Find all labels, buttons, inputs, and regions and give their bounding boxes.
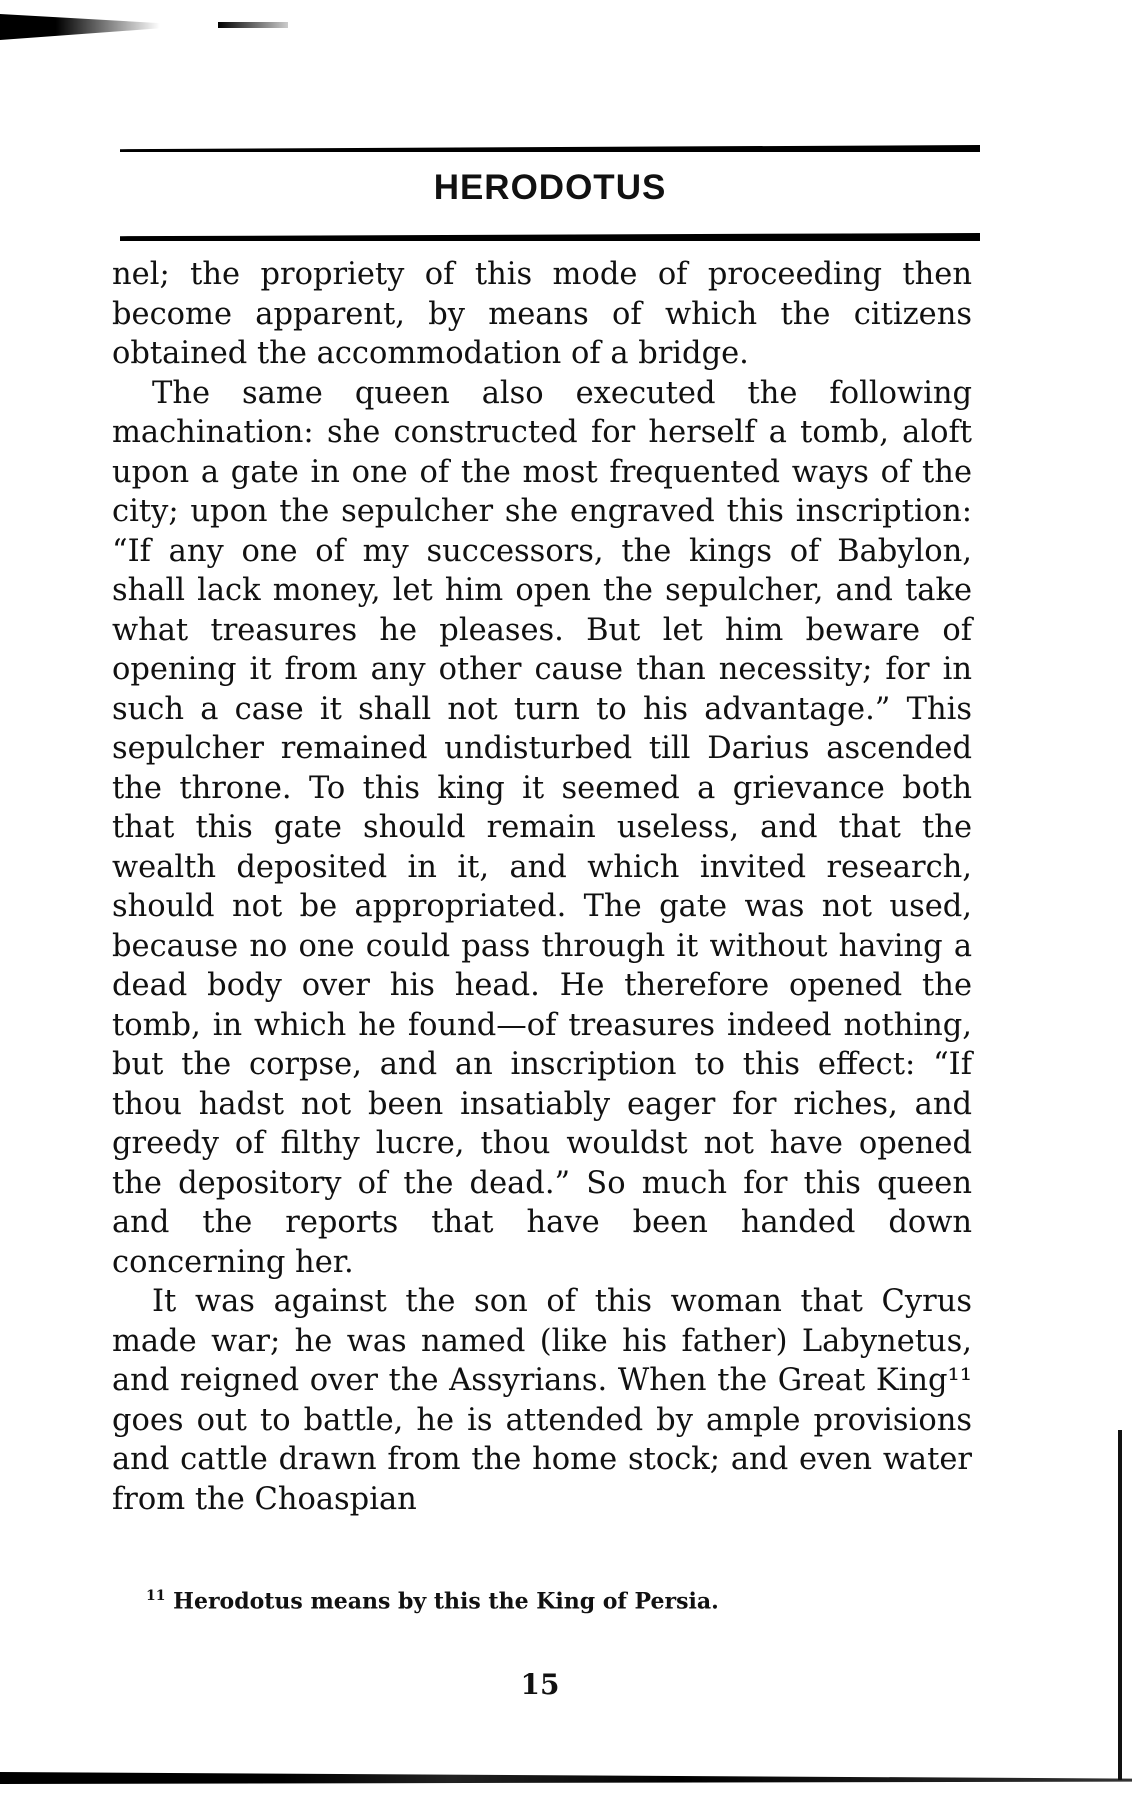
scan-edge-mark <box>0 14 160 40</box>
body-text <box>112 255 972 1519</box>
scan-edge-mark <box>218 22 288 28</box>
paragraph: It was against the son of this woman that Cyrus made war; he was named (like his father) Labynetus, and reigned over the Assyrians. When the Great King¹¹ goes out to battle, he is attended by ample provisions and cattle drawn from the home stock; and even water from the Choaspian <box>112 1284 972 1517</box>
header-rule-top <box>120 145 980 152</box>
page-number: 15 <box>520 1668 560 1701</box>
scan-edge-mark <box>0 1772 1132 1784</box>
footnote <box>146 1588 966 1614</box>
footnote-marker: 11 <box>146 1588 166 1604</box>
running-head: HERODOTUS <box>433 168 667 207</box>
paragraph: The same queen also executed the following machination: she constructed for herself a tomb, aloft upon a gate in one of the most frequented ways of the city; upon the sepulcher she engraved this inscription: “If any one of my successors, the kings of Babylon, shall lack money, let him open the sepulcher, and take what treasures he pleases. But let him beware of opening it from any other cause than necessity; for in such a case it shall not turn to his advantage.” This sepulcher remained undisturbed till Darius ascended the throne. To this king it seemed a grievance both that this gate should remain useless, and that the wealth deposited in it, and which invited research, should not be appropriated. The gate was not used, because no one could pass through it without having a dead body over his head. He therefore opened the tomb, in which he found—of treasures indeed nothing, but the corpse, and an inscription to this effect: “If thou hadst not been insatiably eager for riches, and greedy of filthy lucre, thou wouldst not have opened the depository of the dead.” So much for this queen and the reports that have been handed down concerning her. <box>112 375 972 1280</box>
header-rule-bottom <box>120 233 980 241</box>
footnote-text: Herodotus means by this the King of Persia. <box>173 1588 719 1615</box>
paragraph: nel; the propriety of this mode of proceeding then become apparent, by means of which the citizens obtained the accommodation of a bridge. <box>112 257 972 371</box>
scan-edge-mark <box>1118 1430 1122 1780</box>
